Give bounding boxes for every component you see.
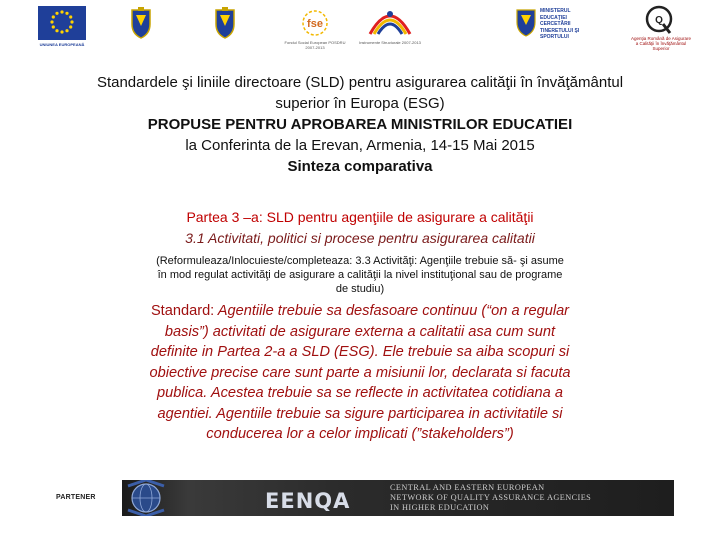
ministry-caption: MINISTERUL EDUCAŢIEI CERCETĂRII TINERETULUI ŞI SPORTULUI [540,8,580,40]
eu-stars-icon [38,6,86,40]
standard-line-4: obiective precise care sunt parte a misiunii lor, declarata si facuta [149,364,571,381]
reform-line-3: de studiu) [335,283,385,295]
eu-caption: UNIUNEA EUROPEANĂ [39,42,85,47]
standard-label: Standard: [150,303,215,319]
reform-line-1: (Reformuleaza/Inlocuieste/completeaza: 3.3 Activităţi: Agenţiile trebuie să- şi asume [156,255,564,267]
aracis-q-icon [644,4,674,36]
aracis-letter: Q [655,15,663,26]
ministry-logo [514,6,538,43]
coat-of-arms-icon [212,6,238,40]
instrumente-structurale-logo [366,4,414,38]
ministry-crest-icon [514,6,538,38]
reform-line-2: în mod regulat activităţi de asigurare a calităţii la nivel instituţional sau de programe [157,269,563,281]
standard-paragraph [90,301,630,445]
eenqa-desc-line-2: NETWORK OF QUALITY ASSURANCE AGENCIES [390,493,592,502]
coat-of-arms-logo [128,6,154,45]
eenqa-desc-line-1: CENTRAL AND EASTERN EUROPEAN [390,483,545,492]
standard-line-3: definite in Partea 2-a a SLD (ESG). Ele trebuie sa aiba scopuri si [150,344,570,360]
coat-of-arms-logo-2 [212,6,238,45]
partener-label: PARTENER [56,494,96,501]
eenqa-wordmark: EENQA [265,489,351,513]
part-line-2: 3.1 Activitati, politici si procese pentru asigurarea calitatii [185,230,535,246]
fse-logo [298,8,332,38]
coat-of-arms-icon [128,6,154,40]
aracis-caption: Agenţia Română de Asigurare a Calităţii în Învăţământul Superior [630,36,692,51]
standard-line-1: Agentiile trebuie sa desfasoare continuu (“on a regular [214,303,570,319]
globe-icon [122,480,272,516]
title-line-4: la Conferinta de la Erevan, Armenia, 14-15 Mai 2015 [185,137,535,154]
standard-line-7: conducerea lor a celor implicati (”stakeholders”) [206,426,514,442]
part-heading [40,207,680,249]
standard-line-2: basis”) activitati de asigurare externa a calitatii asa cum sunt [164,323,556,340]
eenqa-banner [122,480,674,516]
eenqa-description [390,483,591,513]
title-line-2: superior în Europa (ESG) [275,95,445,112]
standard-line-6: agentiei. Agentiile trebuie sa sigure participarea in activitatile si [157,405,563,422]
document-title [40,72,680,177]
eenqa-desc-line-3: IN HIGHER EDUCATION [390,503,490,512]
title-line-1: Standardele şi liniile directoare (SLD) pentru asigurarea calităţii în învăţământul [96,74,624,91]
is-caption: Instrumente Structurale 2007-2013 [359,40,421,45]
aracis-logo [644,4,674,36]
fse-letters: fse [307,18,323,30]
is-icon [366,4,414,38]
title-line-3: PROPUSE PENTRU APROBAREA MINISTRILOR EDUCATIEI [147,116,573,133]
reformulation-note [110,254,610,296]
eu-flag-logo [38,6,86,40]
standard-line-5: publica. Acestea trebuie sa se reflecte in activitatea cotidiana a [157,385,563,401]
part-line-1: Partea 3 –a: SLD pentru agenţiile de asigurare a calităţii [186,209,534,225]
title-line-5: Sinteza comparativa [287,158,433,175]
fse-caption: Fondul Social European POSDRU 2007-2013 [284,40,346,50]
fse-icon [298,8,332,38]
